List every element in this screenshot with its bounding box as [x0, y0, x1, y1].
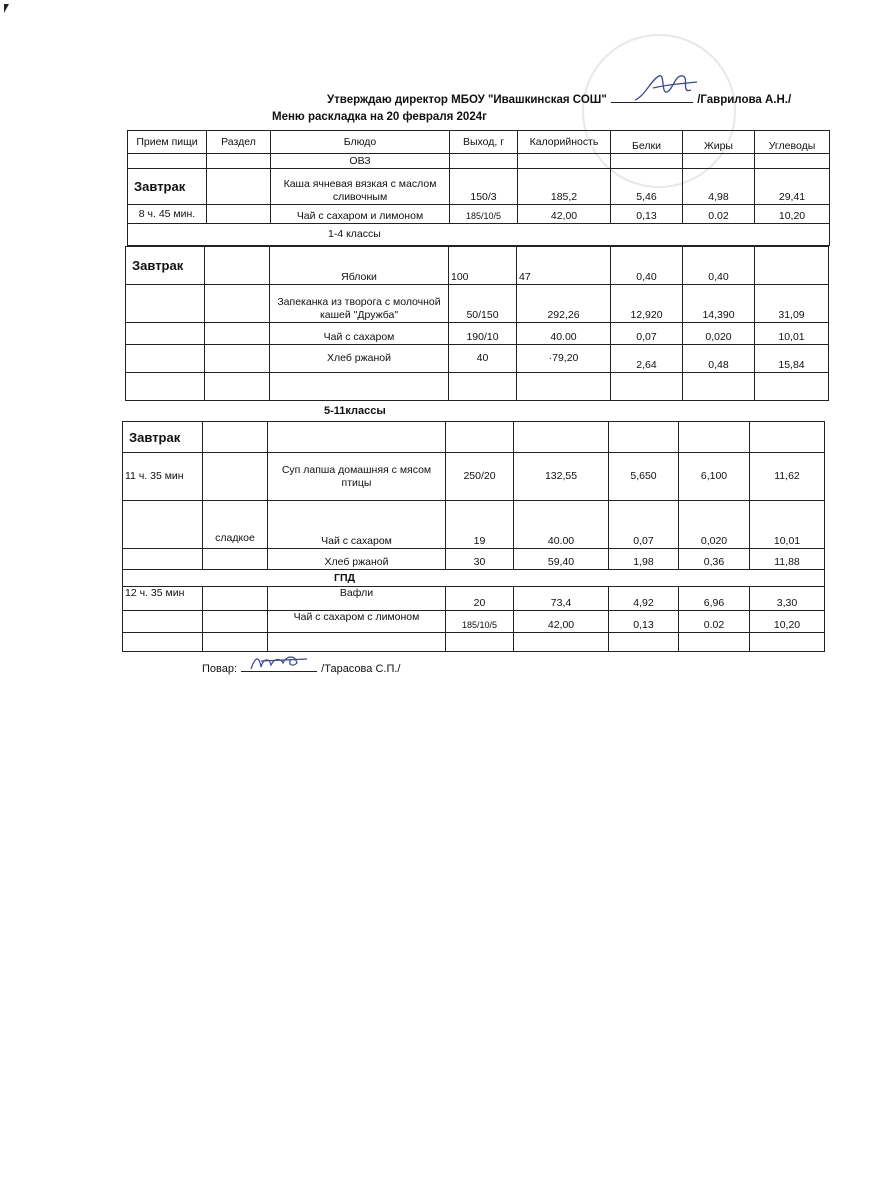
fat-value: 0.02: [683, 205, 755, 224]
carbs-value: 15,84: [755, 345, 829, 373]
carbs-value: 10,20: [755, 205, 830, 224]
gpd-time: 12 ч. 35 мин: [123, 587, 203, 611]
dish-name: Хлеб ржаной: [270, 345, 449, 373]
meal-label: Завтрак: [128, 169, 207, 205]
meal-label: Завтрак: [123, 422, 203, 453]
table-header-row: [128, 131, 830, 154]
fat-value: 4,98: [683, 169, 755, 205]
fat-value: 0,40: [683, 247, 755, 285]
section-label-1-4: 1-4 классы: [128, 224, 830, 246]
protein-value: 12,920: [611, 285, 683, 323]
section-label-5-11: 5-11классы: [324, 405, 386, 417]
protein-value: 5,46: [611, 169, 683, 205]
approval-line: [327, 92, 791, 106]
kcal-value: 292,26: [517, 285, 611, 323]
carbs-value: 10,01: [750, 501, 825, 549]
col-header-protein: Белки: [611, 131, 683, 154]
protein-value: 2,64: [611, 345, 683, 373]
col-header-carbs: Углеводы: [755, 131, 830, 154]
carbs-value: [755, 247, 829, 285]
cook-signature: [247, 651, 311, 675]
carbs-value: 31,09: [755, 285, 829, 323]
table-row: [126, 323, 829, 345]
table-row: [126, 285, 829, 323]
kcal-value: 40.00: [517, 323, 611, 345]
output-value: 50/150: [449, 285, 517, 323]
kcal-value: 42,00: [514, 611, 609, 633]
kcal-value: 132,55: [514, 453, 609, 501]
fat-value: 14,390: [683, 285, 755, 323]
kcal-value: 47: [517, 247, 611, 285]
cook-signature-line: [202, 661, 400, 675]
kcal-value: 59,40: [514, 549, 609, 570]
dish-name: Хлеб ржаной: [268, 549, 446, 570]
dish-name: Чай с сахаром: [270, 323, 449, 345]
ovz-label: ОВЗ: [271, 154, 450, 169]
output-value: 185/10/5: [446, 611, 514, 633]
col-header-output: Выход, г: [450, 131, 518, 154]
protein-value: 1,98: [609, 549, 679, 570]
carbs-value: 10,01: [755, 323, 829, 345]
dish-name: Чай с сахаром и лимоном: [271, 205, 450, 224]
table-row: [123, 501, 825, 549]
dish-name: Чай с сахаром с лимоном: [268, 611, 446, 633]
carbs-value: 3,30: [750, 587, 825, 611]
table-row: [126, 373, 829, 401]
dish-name: Каша ячневая вязкая с маслом сливочным: [271, 169, 450, 205]
output-value: 100: [449, 247, 517, 285]
table-row: [123, 633, 825, 652]
output-value: 185/10/5: [450, 205, 518, 224]
protein-value: 0,07: [611, 323, 683, 345]
output-value: 20: [446, 587, 514, 611]
meal-time: 11 ч. 35 мин: [123, 453, 203, 501]
table-row: [128, 154, 830, 169]
razdel-value: сладкое: [203, 501, 268, 549]
col-header-dish: Блюдо: [271, 131, 450, 154]
menu-table-5-11: [122, 421, 825, 652]
menu-table-1-4: [125, 246, 829, 401]
protein-value: 0,40: [611, 247, 683, 285]
output-value: 19: [446, 501, 514, 549]
cook-signature-underline: [241, 661, 317, 672]
fat-value: 0,020: [679, 501, 750, 549]
approval-text: Утверждаю директор МБОУ "Ивашкинская СОШ": [327, 94, 607, 106]
table-row: [126, 345, 829, 373]
gpd-label: ГПД: [123, 570, 825, 587]
director-signature-line: [611, 92, 693, 103]
cook-label: Повар:: [202, 663, 238, 675]
fat-value: 0,020: [683, 323, 755, 345]
fat-value: 0,48: [683, 345, 755, 373]
table-row: [128, 205, 830, 224]
kcal-value: 73,4: [514, 587, 609, 611]
scan-corner-mark: [4, 4, 9, 13]
meal-time: 8 ч. 45 мин.: [128, 205, 207, 224]
kcal-value: 40.00: [514, 501, 609, 549]
director-name: /Гаврилова А.Н./: [697, 94, 792, 106]
table-row: [126, 247, 829, 285]
kcal-value: 185,2: [518, 169, 611, 205]
protein-value: 0,13: [609, 611, 679, 633]
section-row: [128, 224, 830, 246]
fat-value: 0,36: [679, 549, 750, 570]
fat-value: 6,100: [679, 453, 750, 501]
carbs-value: 10,20: [750, 611, 825, 633]
table-row: [123, 587, 825, 611]
kcal-value: ·79,20: [517, 345, 611, 373]
table-row: [123, 453, 825, 501]
protein-value: 5,650: [609, 453, 679, 501]
output-value: 150/3: [450, 169, 518, 205]
fat-value: 0.02: [679, 611, 750, 633]
menu-table-ovz: [127, 130, 830, 246]
col-header-fat: Жиры: [683, 131, 755, 154]
protein-value: 0,13: [611, 205, 683, 224]
cook-name: /Тарасова С.П./: [321, 663, 401, 675]
dish-name: Суп лапша домашняя с мясом птицы: [268, 453, 446, 501]
table-row: [128, 169, 830, 205]
director-signature: [631, 70, 701, 106]
carbs-value: 11,88: [750, 549, 825, 570]
col-header-section: Раздел: [207, 131, 271, 154]
carbs-value: 11,62: [750, 453, 825, 501]
dish-name: Чай с сахаром: [268, 501, 446, 549]
fat-value: 6,96: [679, 587, 750, 611]
razdel-value: [203, 453, 268, 501]
output-value: 30: [446, 549, 514, 570]
meal-label: Завтрак: [126, 247, 205, 285]
dish-name: Яблоки: [270, 247, 449, 285]
protein-value: 4,92: [609, 587, 679, 611]
page-title: Меню раскладка на 20 февраля 2024г: [272, 111, 487, 123]
table-row: [123, 422, 825, 453]
section-row: [123, 570, 825, 587]
output-value: 190/10: [449, 323, 517, 345]
kcal-value: 42,00: [518, 205, 611, 224]
dish-name: Запеканка из творога с молочной кашей "Дружба": [270, 285, 449, 323]
output-value: 40: [449, 345, 517, 373]
carbs-value: 29,41: [755, 169, 830, 205]
col-header-meal: Прием пищи: [128, 131, 207, 154]
col-header-kcal: Калорийность: [518, 131, 611, 154]
razdel-value: [203, 549, 268, 570]
table-row: [123, 549, 825, 570]
table-row: [123, 611, 825, 633]
output-value: 250/20: [446, 453, 514, 501]
protein-value: 0,07: [609, 501, 679, 549]
dish-name: Вафли: [268, 587, 446, 611]
